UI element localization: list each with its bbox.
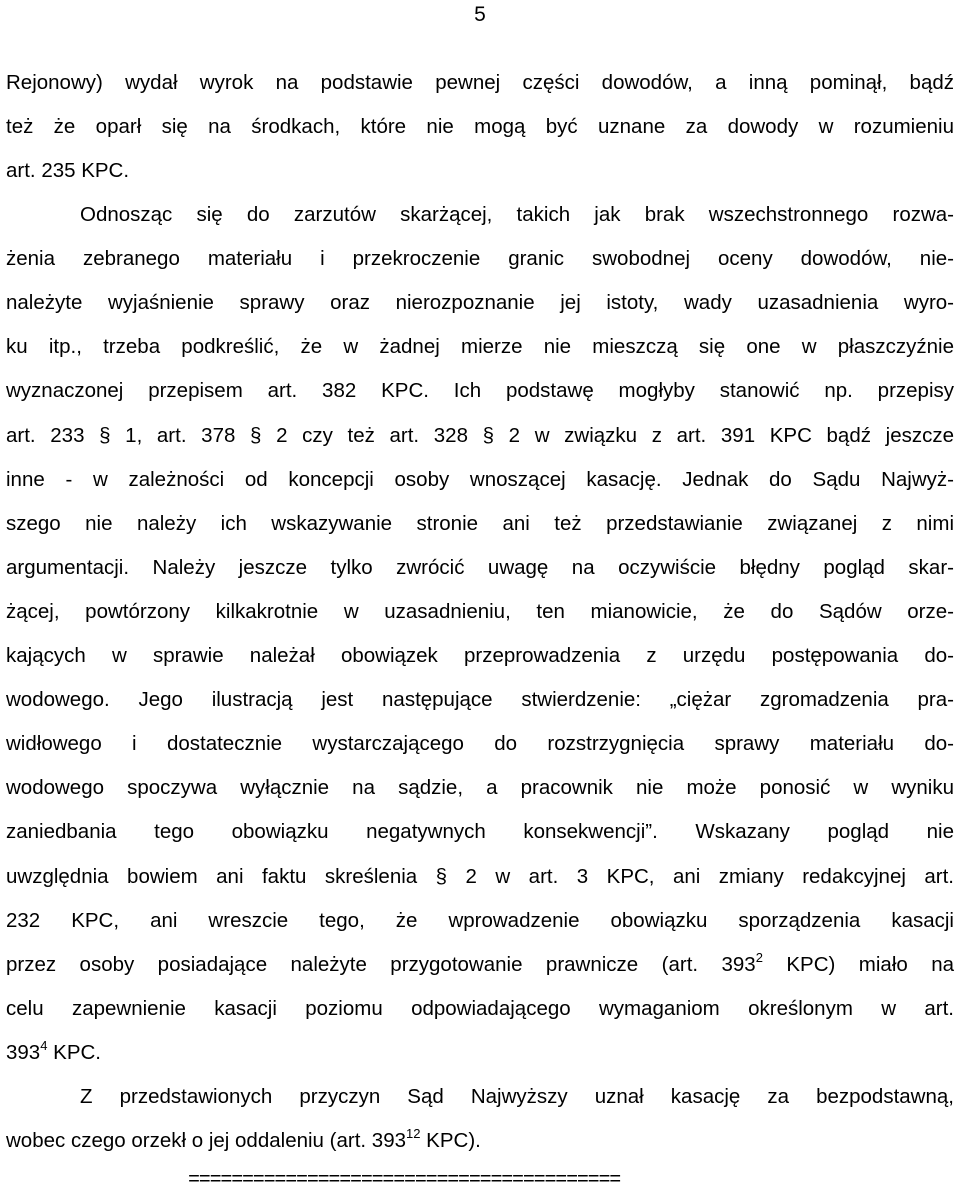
text-line: art. 235 KPC.	[6, 159, 130, 182]
text-line: żenia zebranego materiału i przekroczenie granic swobodnej oceny dowodów, nie-	[6, 247, 954, 270]
text-line	[6, 1128, 481, 1154]
line-text: KPC.	[47, 1041, 101, 1064]
text-line: Odnosząc się do zarzutów skarżącej, takich jak brak wszechstronnego rozwa-	[80, 203, 954, 226]
text-line: ku itp., trzeba podkreślić, że w żadnej mierze nie mieszczą się one w płaszczyźnie	[6, 335, 954, 358]
text-line: Rejonowy) wydał wyrok na podstawie pewnej części dowodów, a inną pominął, bądź	[6, 71, 954, 94]
text-line	[6, 952, 954, 978]
text-line: wyznaczonej przepisem art. 382 KPC. Ich podstawę mogłyby stanowić np. przepisy	[6, 379, 954, 402]
line-text: KPC) miało na	[762, 953, 954, 976]
text-line: art. 233 § 1, art. 378 § 2 czy też art. 328 § 2 w związku z art. 391 KPC bądź jeszcze	[6, 424, 954, 447]
superscript: 4	[40, 1038, 48, 1053]
text-line: widłowego i dostatecznie wystarczającego do rozstrzygnięcia sprawy materiału do-	[6, 732, 954, 755]
text-line	[6, 1040, 101, 1066]
text-line: też że oparł się na środkach, które nie mogą być uznane za dowody w rozumieniu	[6, 115, 954, 138]
text-line: zaniedbania tego obowiązku negatywnych konsekwencji”. Wskazany pogląd nie	[6, 820, 954, 843]
page-number: 5	[474, 3, 486, 26]
text-line: 232 KPC, ani wreszcie tego, że wprowadzenie obowiązku sporządzenia kasacji	[6, 909, 954, 932]
bottom-rule: ========================================	[188, 1169, 621, 1192]
text-line: kających w sprawie należał obowiązek przeprowadzenia z urzędu postępowania do-	[6, 644, 954, 667]
line-text: wobec czego orzekł o jej oddaleniu (art. 393	[6, 1129, 406, 1152]
text-line: uwzględnia bowiem ani faktu skreślenia § 2 w art. 3 KPC, ani zmiany redakcyjnej art.	[6, 865, 954, 888]
text-line: inne - w zależności od koncepcji osoby wnoszącej kasację. Jednak do Sądu Najwyż-	[6, 468, 954, 491]
line-text: KPC).	[420, 1129, 481, 1152]
superscript: 12	[406, 1126, 421, 1141]
text-line: należyte wyjaśnienie sprawy oraz nierozpoznanie jej istoty, wady uzasadnienia wyro-	[6, 291, 954, 314]
text-line: Z przedstawionych przyczyn Sąd Najwyższy uznał kasację za bezpodstawną,	[80, 1085, 954, 1108]
text-line: żącej, powtórzony kilkakrotnie w uzasadnieniu, ten mianowicie, że do Sądów orze-	[6, 600, 954, 623]
text-line: wodowego. Jego ilustracją jest następujące stwierdzenie: „ciężar zgromadzenia pra-	[6, 688, 954, 711]
superscript: 2	[755, 950, 763, 965]
text-line: wodowego spoczywa wyłącznie na sądzie, a pracownik nie może ponosić w wyniku	[6, 776, 954, 799]
line-text: przez osoby posiadające należyte przygotowanie prawnicze (art. 393	[6, 953, 756, 976]
line-text: 393	[6, 1041, 41, 1064]
text-line: szego nie należy ich wskazywanie stronie ani też przedstawianie związanej z nimi	[6, 512, 954, 535]
text-line: celu zapewnienie kasacji poziomu odpowiadającego wymaganiom określonym w art.	[6, 997, 954, 1020]
text-line: argumentacji. Należy jeszcze tylko zwrócić uwagę na oczywiście błędny pogląd skar-	[6, 556, 954, 579]
